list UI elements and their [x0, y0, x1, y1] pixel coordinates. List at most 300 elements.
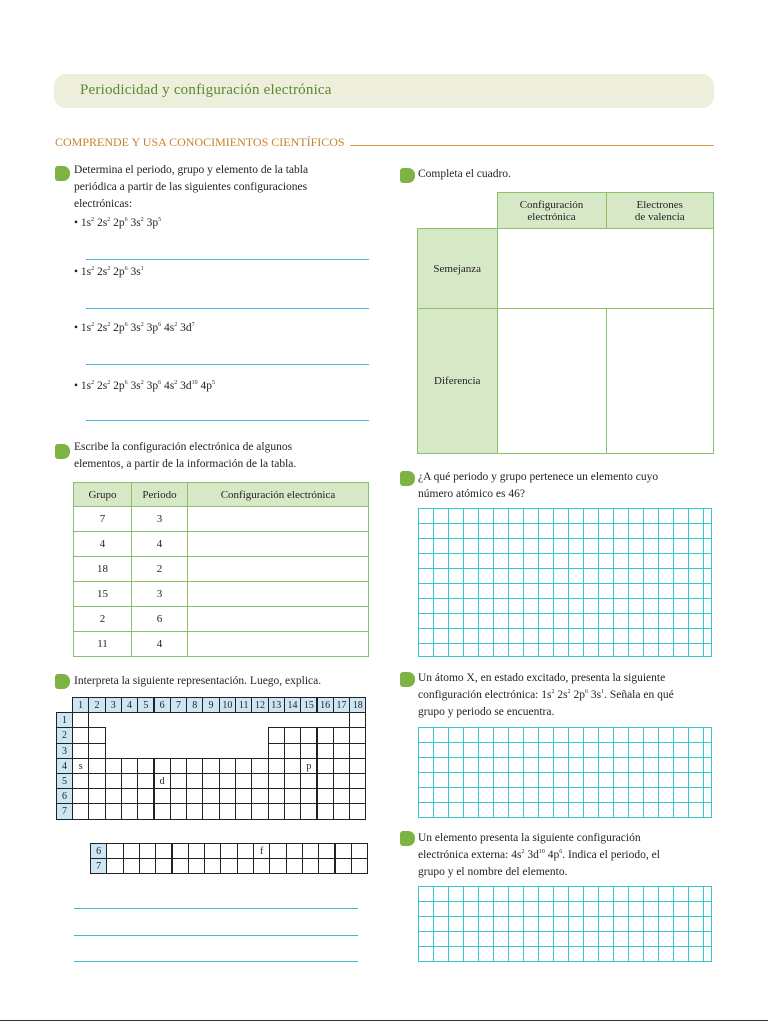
- q5-line: número atómico es 46?: [418, 488, 525, 500]
- element-cell: [105, 788, 122, 804]
- element-cell: [284, 743, 301, 759]
- header-line: Configuración: [519, 198, 584, 211]
- page-title-banner: [54, 74, 714, 108]
- element-cell: [349, 758, 366, 774]
- page-title: Periodicidad y configuración electrónica: [80, 82, 332, 98]
- table-cell: 6: [132, 607, 188, 632]
- element-cell: [72, 788, 89, 804]
- config-text: [81, 380, 215, 392]
- question-bullet-icon: [55, 444, 70, 459]
- element-cell: [105, 773, 122, 789]
- element-cell: [253, 858, 270, 874]
- element-cell: [121, 773, 138, 789]
- element-cell: [170, 773, 187, 789]
- element-cell: [300, 803, 317, 819]
- element-cell: [88, 743, 105, 759]
- element-cell: d: [154, 773, 171, 789]
- element-cell: [284, 758, 301, 774]
- orbital-exponent: 2: [91, 217, 95, 224]
- period-number: 5: [56, 773, 73, 789]
- q2-prompt: [74, 439, 296, 473]
- element-cell: [154, 803, 171, 819]
- orbital-exponent: 2: [107, 322, 111, 329]
- element-cell: [268, 788, 285, 804]
- element-cell: [284, 773, 301, 789]
- element-cell: [219, 773, 236, 789]
- orbital-exponent: 10: [191, 380, 198, 387]
- orbital-exponent: 2: [567, 689, 571, 696]
- element-cell: [137, 773, 154, 789]
- element-cell: [202, 803, 219, 819]
- element-cell: [317, 743, 334, 759]
- element-cell: [88, 803, 105, 819]
- element-cell: p: [300, 758, 317, 774]
- answer-grid[interactable]: [418, 727, 712, 818]
- q6-line: [418, 687, 674, 704]
- q7-line: Un elemento presenta la siguiente configuración: [418, 832, 641, 844]
- element-cell: [237, 843, 254, 859]
- q7-prompt: [418, 830, 660, 881]
- element-cell: [351, 843, 368, 859]
- section-title: COMPRENDE Y USA CONOCIMIENTOS CIENTÍFICOS: [55, 135, 345, 149]
- element-cell: [235, 788, 252, 804]
- orbital: 3d: [180, 322, 192, 334]
- element-cell: f: [253, 843, 270, 859]
- orbital-exponent: 1: [601, 689, 605, 696]
- element-cell: [300, 788, 317, 804]
- element-cell: [284, 727, 301, 743]
- period-number: 6: [56, 788, 73, 804]
- answer-line[interactable]: [74, 908, 358, 909]
- element-cell: [235, 803, 252, 819]
- group-number: 8: [186, 697, 203, 713]
- group-number: 6: [154, 697, 171, 713]
- group-number: 10: [219, 697, 236, 713]
- row-header-diferencia: Diferencia: [418, 309, 498, 454]
- orbital: 3s: [590, 689, 602, 701]
- answer-cell[interactable]: [188, 557, 369, 582]
- element-cell: [72, 803, 89, 819]
- element-cell: [220, 843, 237, 859]
- element-cell: [219, 803, 236, 819]
- element-cell: [317, 803, 334, 819]
- orbital: 3p: [146, 380, 159, 392]
- group-number: 12: [251, 697, 268, 713]
- element-cell: [72, 712, 89, 728]
- table-row: [74, 582, 369, 607]
- group-number: 11: [235, 697, 252, 713]
- orbital-exponent: 2: [107, 380, 111, 387]
- q1-config-item: [74, 378, 215, 395]
- element-cell: [333, 758, 350, 774]
- element-cell: [235, 758, 252, 774]
- q6-config: [541, 689, 604, 701]
- element-cell: [88, 788, 105, 804]
- element-cell: [155, 858, 172, 874]
- group-number: 4: [121, 697, 138, 713]
- element-cell: [286, 843, 303, 859]
- orbital-exponent: 2: [91, 322, 95, 329]
- q7-line: grupo y el nombre del elemento.: [418, 866, 568, 878]
- element-cell: [349, 803, 366, 819]
- header-line: Electrones: [636, 198, 683, 211]
- answer-cell[interactable]: [188, 532, 369, 557]
- orbital-exponent: 5: [158, 217, 162, 224]
- element-cell: [251, 773, 268, 789]
- q7-line: [418, 847, 660, 864]
- orbital-exponent: 2: [140, 322, 144, 329]
- orbital-exponent: 2: [107, 217, 111, 224]
- orbital-exponent: 6: [158, 322, 162, 329]
- table-row: [74, 557, 369, 582]
- element-cell: [154, 788, 171, 804]
- element-cell: [188, 858, 205, 874]
- orbital-exponent: 2: [140, 217, 144, 224]
- element-cell: [317, 788, 334, 804]
- element-cell: [72, 773, 89, 789]
- element-cell: [219, 788, 236, 804]
- table-cell: 4: [132, 632, 188, 657]
- orbital: 4s: [511, 849, 522, 861]
- orbital-exponent: 6: [124, 322, 128, 329]
- question-bullet-icon: [400, 471, 415, 486]
- orbital-exponent: 2: [91, 266, 95, 273]
- bullet-dot-icon: •: [74, 380, 81, 392]
- element-cell: [88, 758, 105, 774]
- element-cell: [88, 727, 105, 743]
- q2-line: Escribe la configuración electrónica de algunos: [74, 441, 293, 453]
- answer-line[interactable]: [74, 935, 358, 936]
- element-cell: [188, 843, 205, 859]
- q3-prompt: Interpreta la siguiente representación. Luego, explica.: [74, 675, 322, 687]
- element-cell: [300, 743, 317, 759]
- group-period-table: [73, 482, 369, 657]
- q1-config-item: [74, 320, 195, 337]
- element-cell: [302, 843, 319, 859]
- orbital: 2p: [113, 266, 125, 278]
- period-number: 2: [56, 727, 73, 743]
- element-cell: [349, 788, 366, 804]
- q6-line: Un átomo X, en estado excitado, presenta la siguiente: [418, 672, 666, 684]
- element-cell: [139, 843, 156, 859]
- orbital: 4p: [200, 380, 212, 392]
- element-cell: [121, 788, 138, 804]
- orbital: 1s: [80, 266, 92, 278]
- group-number: 1: [72, 697, 89, 713]
- orbital: 2p: [113, 380, 125, 392]
- element-cell: s: [72, 758, 89, 774]
- group-number: 9: [202, 697, 219, 713]
- element-cell: [318, 858, 335, 874]
- orbital-exponent: 2: [174, 322, 178, 329]
- group-number: 14: [284, 697, 301, 713]
- period-number: 7: [90, 858, 107, 874]
- table-row: [74, 532, 369, 557]
- orbital: 1s: [80, 380, 92, 392]
- col-header-config: [497, 193, 606, 229]
- element-cell: [251, 758, 268, 774]
- group-number: 15: [300, 697, 317, 713]
- orbital-exponent: 5: [211, 380, 215, 387]
- element-cell: [318, 843, 335, 859]
- q1-line: Determina el periodo, grupo y elemento de la tabla: [74, 164, 309, 176]
- col-header-valence: [606, 193, 714, 229]
- element-cell: [105, 803, 122, 819]
- answer-cell[interactable]: [606, 309, 714, 454]
- element-cell: [121, 758, 138, 774]
- answer-line[interactable]: [86, 364, 369, 365]
- element-cell: [72, 727, 89, 743]
- element-cell: [268, 803, 285, 819]
- orbital: 4p: [547, 849, 560, 861]
- q1-prompt: [74, 162, 308, 213]
- orbital: 2s: [97, 217, 108, 229]
- group-number: 13: [268, 697, 285, 713]
- orbital: 3p: [146, 217, 159, 229]
- orbital: 3p: [146, 322, 159, 334]
- element-cell: [121, 803, 138, 819]
- element-cell: [349, 743, 366, 759]
- q1-config-item: [74, 264, 144, 281]
- element-cell: [268, 727, 285, 743]
- group-number: 18: [349, 697, 366, 713]
- element-cell: [333, 743, 350, 759]
- period-number: 7: [56, 803, 73, 819]
- element-cell: [268, 773, 285, 789]
- element-cell: [351, 858, 368, 874]
- orbital-exponent: 6: [158, 380, 162, 387]
- orbital: 2s: [557, 689, 568, 701]
- period-number: 3: [56, 743, 73, 759]
- orbital: 2s: [97, 266, 108, 278]
- answer-grid[interactable]: [418, 508, 712, 657]
- orbital-exponent: 2: [107, 266, 111, 273]
- group-number: 5: [137, 697, 154, 713]
- element-cell: [269, 858, 286, 874]
- element-cell: [154, 758, 171, 774]
- element-cell: [302, 858, 319, 874]
- element-cell: [237, 858, 254, 874]
- element-cell: [268, 758, 285, 774]
- orbital: 3s: [130, 266, 141, 278]
- element-cell: [186, 803, 203, 819]
- element-cell: [333, 788, 350, 804]
- col-header-grupo: Grupo: [74, 483, 132, 507]
- element-cell: [220, 858, 237, 874]
- element-cell: [186, 758, 203, 774]
- answer-line[interactable]: [74, 961, 358, 962]
- element-cell: [123, 858, 140, 874]
- group-number: 3: [105, 697, 122, 713]
- q6-text: configuración electrónica:: [418, 689, 542, 701]
- q1-config-item: [74, 215, 161, 232]
- orbital-exponent: 2: [521, 849, 525, 856]
- orbital-exponent: 2: [140, 380, 144, 387]
- answer-grid[interactable]: [418, 886, 712, 962]
- element-cell: [172, 858, 189, 874]
- comparison-table: [417, 192, 714, 454]
- element-cell: [204, 843, 221, 859]
- group-number: 16: [317, 697, 334, 713]
- table-cell: 15: [74, 582, 132, 607]
- orbital-exponent: 7: [191, 322, 195, 329]
- orbital-exponent: 6: [124, 266, 128, 273]
- element-cell: [333, 773, 350, 789]
- question-bullet-icon: [55, 674, 70, 689]
- element-cell: [284, 803, 301, 819]
- element-cell: [72, 743, 89, 759]
- q5-line: ¿A qué periodo y grupo pertenece un elemento cuyo: [418, 471, 659, 483]
- orbital: 2p: [113, 217, 125, 229]
- orbital: 3d: [180, 380, 192, 392]
- element-cell: [170, 788, 187, 804]
- element-cell: [202, 773, 219, 789]
- bullet-dot-icon: •: [74, 322, 81, 334]
- table-cell: 4: [132, 532, 188, 557]
- bullet-dot-icon: •: [74, 217, 81, 229]
- table-cell: 7: [74, 507, 132, 532]
- element-cell: [335, 858, 352, 874]
- element-cell: [300, 727, 317, 743]
- empty-corner: [418, 193, 498, 229]
- element-cell: [335, 843, 352, 859]
- header-line: electrónica: [527, 210, 576, 223]
- element-cell: [204, 858, 221, 874]
- element-cell: [88, 773, 105, 789]
- element-cell: [170, 758, 187, 774]
- orbital-exponent: 1: [140, 266, 144, 273]
- q4-prompt: Completa el cuadro.: [418, 168, 511, 180]
- answer-cell[interactable]: [188, 582, 369, 607]
- q7-config: [511, 849, 562, 861]
- orbital: 1s: [80, 322, 92, 334]
- q2-line: elementos, a partir de la información de la tabla.: [74, 458, 297, 470]
- element-cell: [235, 773, 252, 789]
- answer-cell[interactable]: [497, 229, 714, 309]
- group-number: 2: [88, 697, 105, 713]
- answer-cell[interactable]: [188, 607, 369, 632]
- orbital-exponent: 6: [124, 380, 128, 387]
- header-line: de valencia: [634, 210, 685, 223]
- config-text: [81, 322, 195, 334]
- orbital: 3s: [130, 217, 141, 229]
- element-cell: [186, 788, 203, 804]
- table-cell: 4: [74, 532, 132, 557]
- table-row: [74, 632, 369, 657]
- element-cell: [349, 727, 366, 743]
- group-number: 17: [333, 697, 350, 713]
- orbital: 3d: [527, 849, 539, 861]
- element-cell: [286, 858, 303, 874]
- element-cell: [105, 758, 122, 774]
- element-cell: [137, 803, 154, 819]
- answer-line[interactable]: [86, 308, 369, 309]
- orbital: 3s: [130, 380, 141, 392]
- answer-line[interactable]: [86, 420, 369, 421]
- table-row: [74, 607, 369, 632]
- orbital-exponent: 2: [91, 380, 95, 387]
- q7-text: . Indica el periodo, el: [562, 849, 660, 861]
- element-cell: [155, 843, 172, 859]
- period-number: 1: [56, 712, 73, 728]
- table-cell: 2: [132, 557, 188, 582]
- col-header-periodo: Periodo: [132, 483, 188, 507]
- orbital-exponent: 6: [559, 849, 563, 856]
- element-cell: [137, 758, 154, 774]
- element-cell: [202, 788, 219, 804]
- question-bullet-icon: [400, 672, 415, 687]
- element-cell: [219, 758, 236, 774]
- element-cell: [170, 803, 187, 819]
- element-cell: [269, 843, 286, 859]
- element-cell: [333, 727, 350, 743]
- element-cell: [333, 803, 350, 819]
- answer-line[interactable]: [86, 259, 369, 260]
- q6-prompt: [418, 670, 674, 721]
- element-cell: [172, 843, 189, 859]
- element-cell: [317, 727, 334, 743]
- answer-cell[interactable]: [188, 632, 369, 657]
- question-bullet-icon: [400, 831, 415, 846]
- q1-line: electrónicas:: [74, 198, 133, 210]
- config-text: [81, 217, 161, 229]
- element-cell: [284, 788, 301, 804]
- q6-text: . Señala en qué: [604, 689, 674, 701]
- orbital-exponent: 10: [538, 849, 545, 856]
- table-cell: 2: [74, 607, 132, 632]
- period-number: 6: [90, 843, 107, 859]
- q6-line: grupo y periodo se encuentra.: [418, 706, 555, 718]
- answer-cell[interactable]: [497, 309, 606, 454]
- table-cell: 3: [132, 582, 188, 607]
- element-cell: [251, 788, 268, 804]
- orbital-exponent: 6: [124, 217, 128, 224]
- element-cell: [186, 773, 203, 789]
- element-cell: [268, 743, 285, 759]
- orbital-exponent: 2: [551, 689, 555, 696]
- q1-line: periódica a partir de las siguientes configuraciones: [74, 181, 308, 193]
- orbital-exponent: 2: [174, 380, 178, 387]
- element-cell: [349, 773, 366, 789]
- table-cell: 18: [74, 557, 132, 582]
- orbital: 1s: [80, 217, 92, 229]
- orbital: 4s: [163, 322, 175, 334]
- element-cell: [317, 773, 334, 789]
- element-cell: [317, 758, 334, 774]
- element-cell: [251, 803, 268, 819]
- question-bullet-icon: [400, 168, 415, 183]
- config-text: [81, 266, 144, 278]
- table-cell: 11: [74, 632, 132, 657]
- row-header-semejanza: Semejanza: [418, 229, 498, 309]
- q5-prompt: [418, 469, 658, 503]
- orbital: 2p: [573, 689, 585, 701]
- periodic-table-diagram: [56, 697, 371, 877]
- period-number: 4: [56, 758, 73, 774]
- element-cell: [202, 758, 219, 774]
- element-cell: [137, 788, 154, 804]
- bullet-dot-icon: •: [74, 266, 81, 278]
- col-header-config: Configuración electrónica: [188, 483, 369, 507]
- group-number: 7: [170, 697, 187, 713]
- answer-cell[interactable]: [188, 507, 369, 532]
- orbital: 3s: [130, 322, 141, 334]
- orbital: 4s: [163, 380, 175, 392]
- orbital-exponent: 6: [584, 689, 588, 696]
- element-cell: [106, 858, 123, 874]
- question-bullet-icon: [55, 166, 70, 181]
- page-bottom-rule: [0, 1020, 768, 1021]
